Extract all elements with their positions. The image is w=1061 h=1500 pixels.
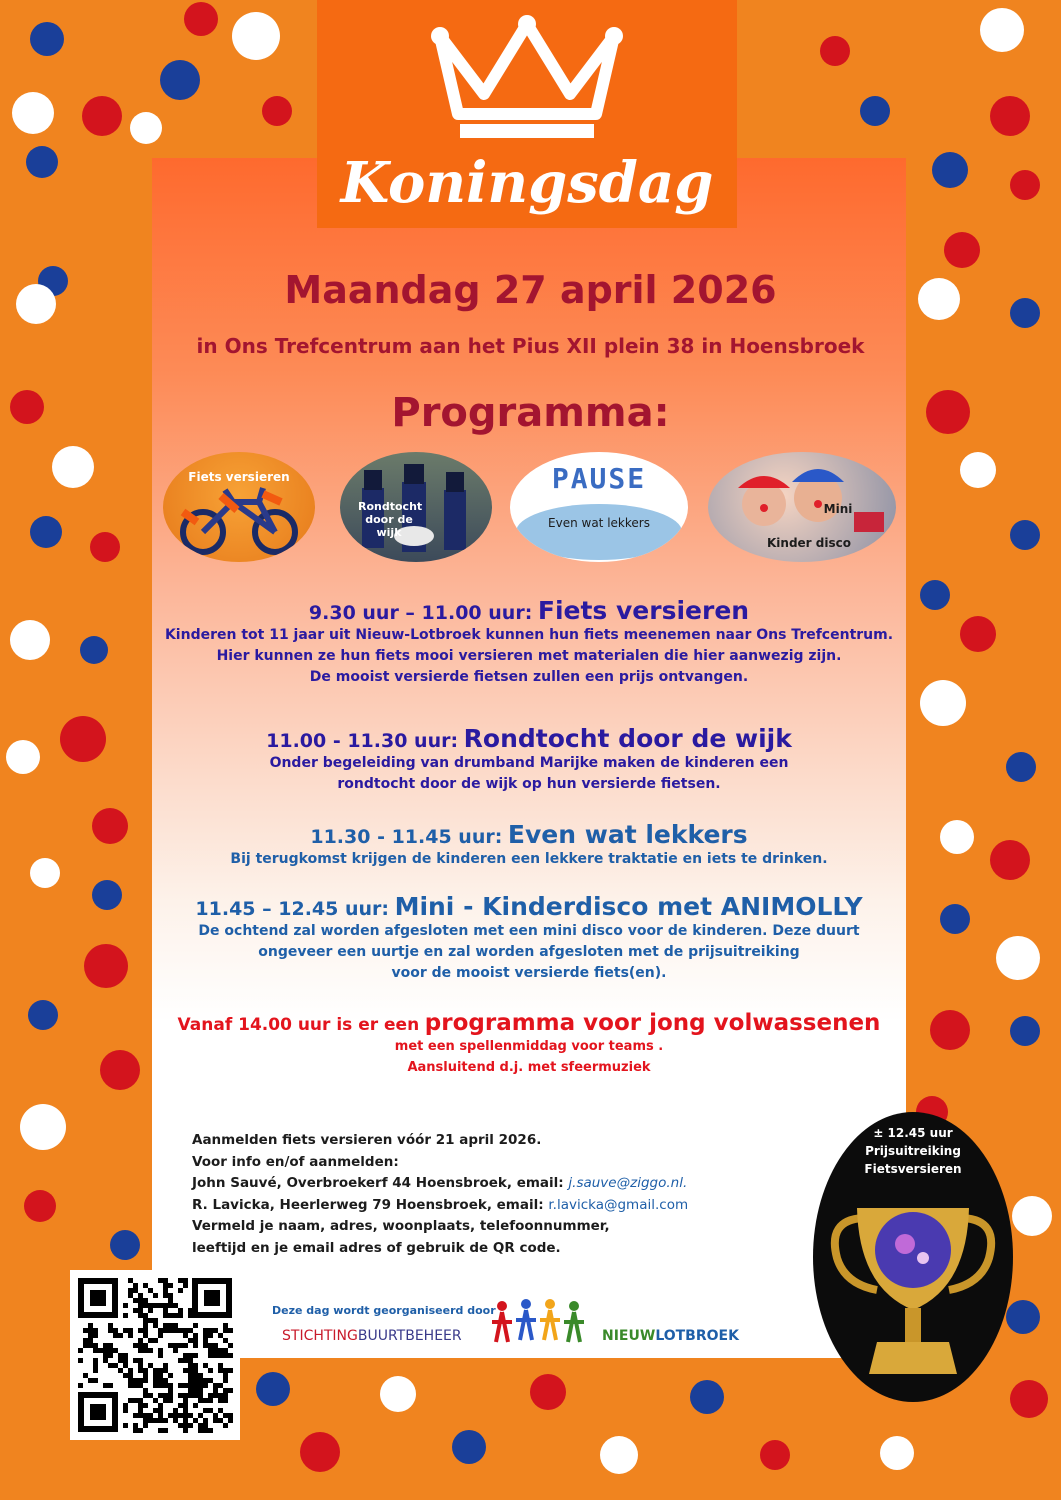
schedule-line: Kinderen tot 11 jaar uit Nieuw-Lotbroek kunnen hun fiets meenemen naar Ons Trefcentrum.	[164, 627, 894, 643]
confetti-dot	[960, 452, 996, 488]
schedule-time: 11.30 - 11.45 uur:	[310, 826, 503, 848]
schedule-line: Bij terugkomst krijgen de kinderen een lekkere traktatie en iets te drinken.	[230, 851, 828, 867]
confetti-dot	[24, 1190, 56, 1222]
confetti-dot	[84, 944, 128, 988]
confetti-dot	[160, 60, 200, 100]
confetti-dot	[980, 8, 1024, 52]
confetti-dot	[26, 146, 58, 178]
confetti-dot	[10, 620, 50, 660]
contact-2-email[interactable]: r.lavicka@gmail.com	[548, 1196, 689, 1213]
evening-line: Aansluitend d.j. met sfeermuziek	[407, 1060, 651, 1075]
confetti-dot	[30, 858, 60, 888]
signup-info-heading: Voor info en/of aanmelden:	[192, 1153, 399, 1170]
confetti-dot	[930, 1010, 970, 1050]
confetti-dot	[996, 936, 1040, 980]
disco-label-top: Mini	[823, 502, 853, 516]
signup-instructions-2: leeftijd en je email adres of gebruik de QR code.	[192, 1239, 561, 1256]
contact-1: John Sauvé, Overbroekerf 44 Hoensbroek, email: j.sauve@ziggo.nl.	[192, 1175, 688, 1191]
confetti-dot	[1010, 170, 1040, 200]
schedule-line: voor de mooist versierde fiets(en).	[391, 965, 667, 981]
schedule-item-tour	[152, 724, 906, 795]
pause-label: Even wat lekkers	[548, 516, 650, 530]
schedule-title: Fiets versieren	[537, 596, 750, 625]
confetti-dot	[80, 636, 108, 664]
event-venue: in Ons Trefcentrum aan het Pius XII plein 38 in Hoensbroek	[196, 334, 865, 358]
confetti-dot	[920, 680, 966, 726]
evening-title: programma voor jong volwassenen	[424, 1010, 881, 1036]
confetti-dot	[1010, 1380, 1048, 1418]
event-date: Maandag 27 april 2026	[284, 268, 777, 312]
trophy-line-2: Fietsversieren	[864, 1162, 962, 1176]
schedule-item-bike	[152, 596, 906, 688]
schedule-line: De ochtend zal worden afgesloten met een mini disco voor de kinderen. Deze duurt	[198, 923, 860, 939]
schedule-title: Rondtocht door de wijk	[463, 724, 792, 753]
confetti-dot	[100, 1050, 140, 1090]
confetti-dot	[6, 740, 40, 774]
confetti-dot	[880, 1436, 914, 1470]
confetti-dot	[92, 880, 122, 910]
confetti-dot	[452, 1430, 486, 1464]
confetti-dot	[940, 820, 974, 854]
confetti-dot	[60, 716, 106, 762]
drumband-image	[340, 452, 492, 562]
crown-icon	[420, 6, 634, 146]
confetti-dot	[30, 22, 64, 56]
confetti-dot	[232, 12, 280, 60]
schedule-line: Onder begeleiding van drumband Marijke maken de kinderen een	[269, 755, 789, 771]
confetti-dot	[184, 2, 218, 36]
organizer-intro: Deze dag wordt georganiseerd door	[272, 1304, 496, 1317]
confetti-dot	[600, 1436, 638, 1474]
bicycle-label: Fiets versieren	[188, 470, 290, 484]
drumband-label: Rondtocht door de wijk	[358, 500, 423, 539]
schedule-time: 11.45 – 12.45 uur:	[195, 898, 389, 920]
clowns-image	[708, 452, 896, 562]
program-heading: Programma:	[391, 390, 670, 436]
page-title: Koningsdag	[340, 150, 714, 216]
confetti-dot	[20, 1104, 66, 1150]
confetti-dot	[1012, 1196, 1052, 1236]
confetti-dot	[932, 152, 968, 188]
confetti-dot	[90, 532, 120, 562]
confetti-dot	[1006, 1300, 1040, 1334]
trophy-line-1: Prijsuitreiking	[865, 1144, 961, 1158]
evening-prefix: Vanaf 14.00 uur is er een	[177, 1015, 420, 1035]
confetti-dot	[990, 96, 1030, 136]
nieuwlotbroek-logo: NIEUWLOTBROEK	[602, 1328, 739, 1344]
pause-bubble	[516, 504, 682, 560]
schedule-title: Even wat lekkers	[507, 820, 748, 849]
pause-image	[510, 452, 688, 562]
confetti-dot	[990, 840, 1030, 880]
confetti-dot	[944, 232, 980, 268]
organizer-section	[272, 1296, 792, 1356]
stichting-logo: STICHTINGBUURTBEHEER	[282, 1328, 462, 1344]
confetti-dot	[1006, 752, 1036, 782]
schedule-time: 11.00 - 11.30 uur:	[266, 730, 459, 752]
confetti-dot	[940, 904, 970, 934]
schedule-item-snack	[152, 820, 906, 870]
schedule-time: 9.30 uur – 11.00 uur:	[308, 602, 533, 624]
confetti-dot	[300, 1432, 340, 1472]
confetti-dot	[920, 580, 950, 610]
confetti-dot	[380, 1376, 416, 1412]
confetti-dot	[820, 36, 850, 66]
confetti-dot	[1010, 520, 1040, 550]
trophy-time: ± 12.45 uur	[873, 1126, 953, 1140]
confetti-dot	[960, 616, 996, 652]
evening-line: met een spellenmiddag voor teams .	[394, 1039, 664, 1054]
confetti-dot	[28, 1000, 58, 1030]
pause-badge: PAUSE	[551, 462, 647, 495]
signup-deadline: Aanmelden fiets versieren vóór 21 april 2026.	[192, 1132, 542, 1148]
signup-instructions: Vermeld je naam, adres, woonplaats, telefoonnummer,	[192, 1218, 610, 1234]
contact-2: R. Lavicka, Heerlerweg 79 Hoensbroek, email: r.lavicka@gmail.com	[192, 1196, 689, 1213]
schedule-title: Mini - Kinderdisco met ANIMOLLY	[394, 892, 863, 921]
schedule-item-disco	[152, 892, 906, 984]
schedule-line: rondtocht door de wijk op hun versierde fietsen.	[337, 776, 721, 792]
confetti-dot	[262, 96, 292, 126]
confetti-dot	[256, 1372, 290, 1406]
evening-program	[152, 1010, 906, 1078]
title-banner	[317, 0, 737, 228]
qr-code[interactable]	[70, 1270, 240, 1440]
trophy-badge	[813, 1112, 1013, 1402]
confetti-dot	[30, 516, 62, 548]
schedule-line: Hier kunnen ze hun fiets mooi versieren met materialen die hier aanwezig zijn.	[216, 648, 842, 664]
confetti-dot	[82, 96, 122, 136]
decorated-bicycle-image	[163, 452, 315, 562]
confetti-dot	[1010, 1016, 1040, 1046]
confetti-dot	[530, 1374, 566, 1410]
disco-label-bottom: Kinder disco	[767, 536, 851, 550]
confetti-dot	[860, 96, 890, 126]
confetti-dot	[110, 1230, 140, 1260]
confetti-dot	[12, 92, 54, 134]
schedule-line: ongeveer een uurtje en zal worden afgesloten met de prijsuitreiking	[258, 944, 800, 960]
confetti-dot	[130, 112, 162, 144]
confetti-dot	[760, 1440, 790, 1470]
signup-info	[192, 1130, 772, 1259]
contact-1-email[interactable]: j.sauve@ziggo.nl.	[568, 1175, 688, 1191]
trophy-cup-icon	[827, 1198, 999, 1394]
confetti-dot	[92, 808, 128, 844]
people-logo-icon	[490, 1296, 590, 1352]
schedule-line: De mooist versierde fietsen zullen een prijs ontvangen.	[309, 669, 749, 685]
confetti-dot	[52, 446, 94, 488]
confetti-dot	[690, 1380, 724, 1414]
